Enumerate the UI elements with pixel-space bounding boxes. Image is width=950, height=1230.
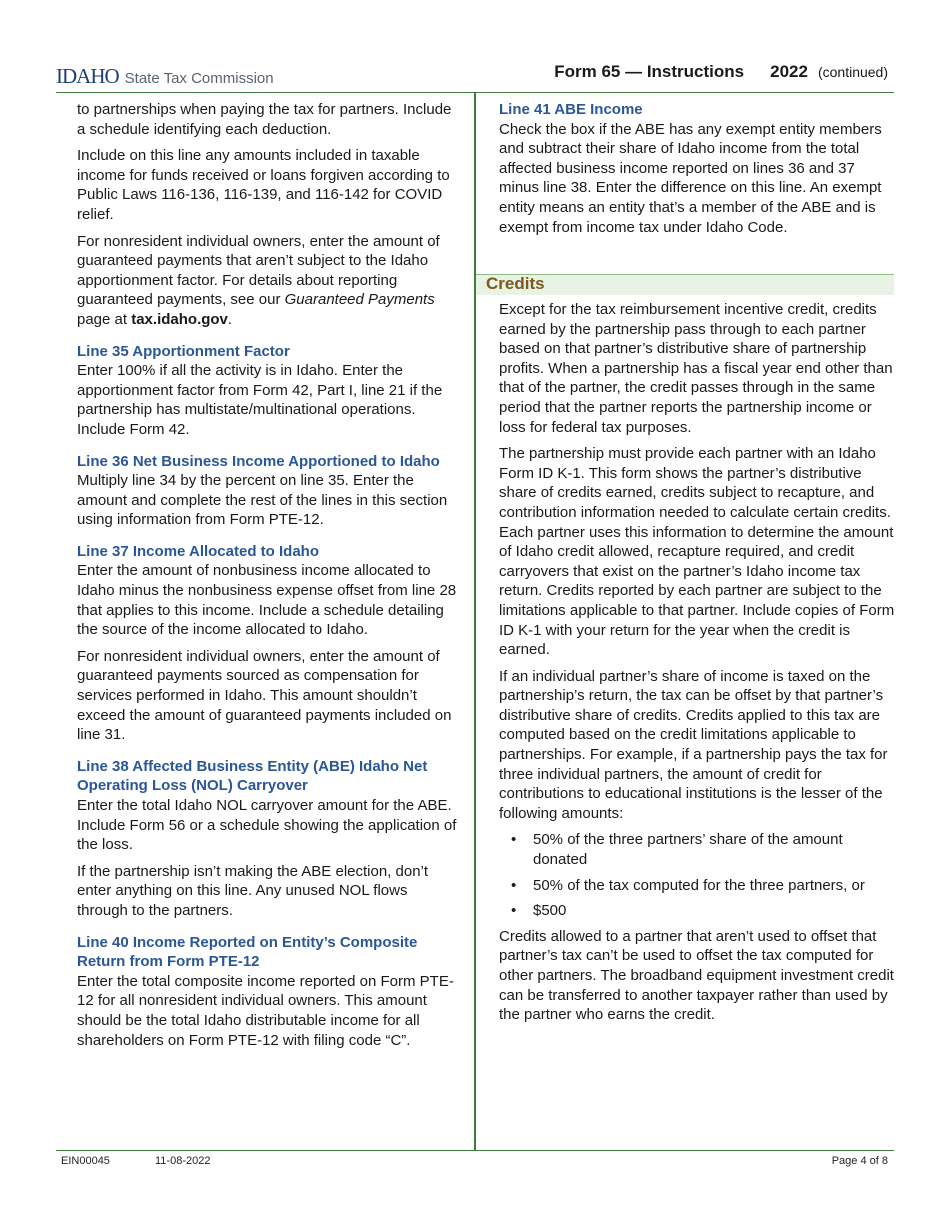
paragraph: If an individual partner’s share of income is taxed on the partnership’s return, the tax can be offset by that partner’s distributive share of credits. Credits applied to this tax are computed based on the credit limitations applicable to partnerships. For example, if a partnership pays the tax for three individual partners, the amount of credit for contributions to educational institutions is the lesser of the following amounts: (499, 667, 888, 822)
guaranteed-payments-title: Guaranteed Payments (284, 291, 435, 309)
paragraph (77, 232, 462, 330)
paragraph: Multiply line 34 by the percent on line 35. Enter the amount and complete the rest of the lines in this section using information from Form PTE-12. (77, 472, 448, 529)
right-column-top (499, 100, 894, 244)
paragraph: If the partnership isn’t making the ABE election, don’t enter anything on this line. Any unused NOL flows through to the partners. (77, 862, 429, 919)
paragraph: to partnerships when paying the tax for partners. Include a schedule identifying each deduction. (77, 101, 452, 138)
text-run: . (227, 310, 233, 328)
page-header (56, 60, 894, 92)
heading-line-40: Line 40 Income Reported on Entity’s Composite Return from Form PTE-12 (77, 933, 418, 971)
list-item-text: $500 (533, 902, 567, 920)
paragraph: Include on this line any amounts included in taxable income for funds received or loans forgiven according to Public Laws 116-136, 116-139, and 116-142 for COVID relief. (77, 147, 450, 223)
footer-page-number: Page 4 of 8 (831, 1155, 888, 1167)
idaho-logo (56, 64, 274, 89)
footer-date: 11-08-2022 (155, 1155, 211, 1167)
continued-label: (continued) (817, 64, 888, 80)
paragraph: Enter the total composite income reported on Form PTE-12 for all nonresident individual owners. This amount should be the total Idaho distributable income for all shareholders on Form PTE-12 with filing code “C”. (77, 972, 454, 1049)
heading-line-37: Line 37 Income Allocated to Idaho (77, 542, 319, 560)
paragraph: Check the box if the ABE has any exempt entity members and subtract their share of Idaho income from the total affected business income reported on lines 36 and 37 minus line 38. Enter the difference on this line. An exempt entity means an entity that’s a member of the ABE and is exempt from income tax under Idaho Code. (499, 120, 882, 236)
footer-divider (56, 1150, 894, 1151)
bullet-icon: • (511, 831, 517, 849)
logo-idaho-text: IDAHO (56, 64, 119, 88)
column-divider (474, 93, 476, 1150)
list-item (499, 876, 895, 896)
text-run: For nonresident individual owners, enter the amount of guaranteed payments that aren’t subject to the Idaho apportionment factor. For details about reporting guaranteed payments, see our (77, 232, 440, 309)
list-item (499, 901, 895, 921)
credits-heading: Credits (486, 274, 545, 293)
paragraph: Except for the tax reimbursement incentive credit, credits earned by the partnership pass through to each partner based on that partner’s distributive share of partnership profits. When a partnership has a fiscal year end other than that of the partner, the credit passes through in the same period that the partner reports the partnership income or loss for federal tax purposes. (499, 301, 893, 436)
amounts-list (499, 830, 895, 920)
list-item-text: 50% of the tax computed for the three partners, or (533, 876, 865, 894)
form-year: 2022 (770, 62, 808, 81)
heading-line-35: Line 35 Apportionment Factor (77, 342, 290, 360)
heading-line-41: Line 41 ABE Income (499, 101, 643, 118)
logo-commission-text: State Tax Commission (124, 70, 274, 87)
footer-doc-id: EIN00045 (61, 1155, 110, 1167)
tax-idaho-link[interactable]: tax.idaho.gov (131, 310, 228, 328)
bullet-icon: • (511, 902, 517, 920)
form-title: Form 65 — Instructions (554, 62, 745, 81)
paragraph: The partnership must provide each partner with an Idaho Form ID K-1. This form shows the partner’s distributive share of credits earned, credits subject to recapture, and contribution information needed to calculate certain credits. Each partner uses this information to determine the amount of Idaho credit allowed, recapture required, and credit carryovers that exist on the partner’s Idaho income tax return. Credits reported by each partner are subject to the limitations applicable to that partner. Include copies of Form ID K-1 with your return for the year when the credit is earned. (499, 445, 895, 659)
form-title-row (554, 62, 888, 82)
list-item (499, 830, 895, 869)
paragraph: Enter 100% if all the activity is in Idaho. Enter the apportionment factor from Form 42, Part I, line 21 if the partnership has multistate/multinational operations. Include Form 42. (77, 362, 443, 438)
heading-line-38: Line 38 Affected Business Entity (ABE) Idaho Net Operating Loss (NOL) Carryover (77, 757, 428, 795)
paragraph: Enter the total Idaho NOL carryover amount for the ABE. Include Form 56 or a schedule showing the application of the loss. (77, 797, 457, 854)
list-item-text: 50% of the three partners’ share of the amount donated (533, 831, 843, 869)
bullet-icon: • (511, 876, 517, 894)
paragraph: Credits allowed to a partner that aren’t used to offset that partner’s tax can’t be used to offset the tax computed for other partners. The broadband equipment investment credit can be transferred to another taxpayer rather than used by the partner who earns the credit. (499, 927, 894, 1024)
paragraph: Enter the amount of nonbusiness income allocated to Idaho minus the nonbusiness expense offset from line 28 that applies to this income. Include a schedule detailing the source of the income allocated to Idaho. (77, 562, 457, 639)
text-run: page at (77, 310, 132, 328)
left-column (77, 100, 462, 1057)
credits-column (499, 300, 895, 1032)
heading-line-36: Line 36 Net Business Income Apportioned to Idaho (77, 452, 440, 470)
paragraph: For nonresident individual owners, enter the amount of guaranteed payments sourced as compensation for services performed in Idaho. This amount shouldn’t exceed the amount of guaranteed payments included on line 31. (77, 647, 452, 744)
